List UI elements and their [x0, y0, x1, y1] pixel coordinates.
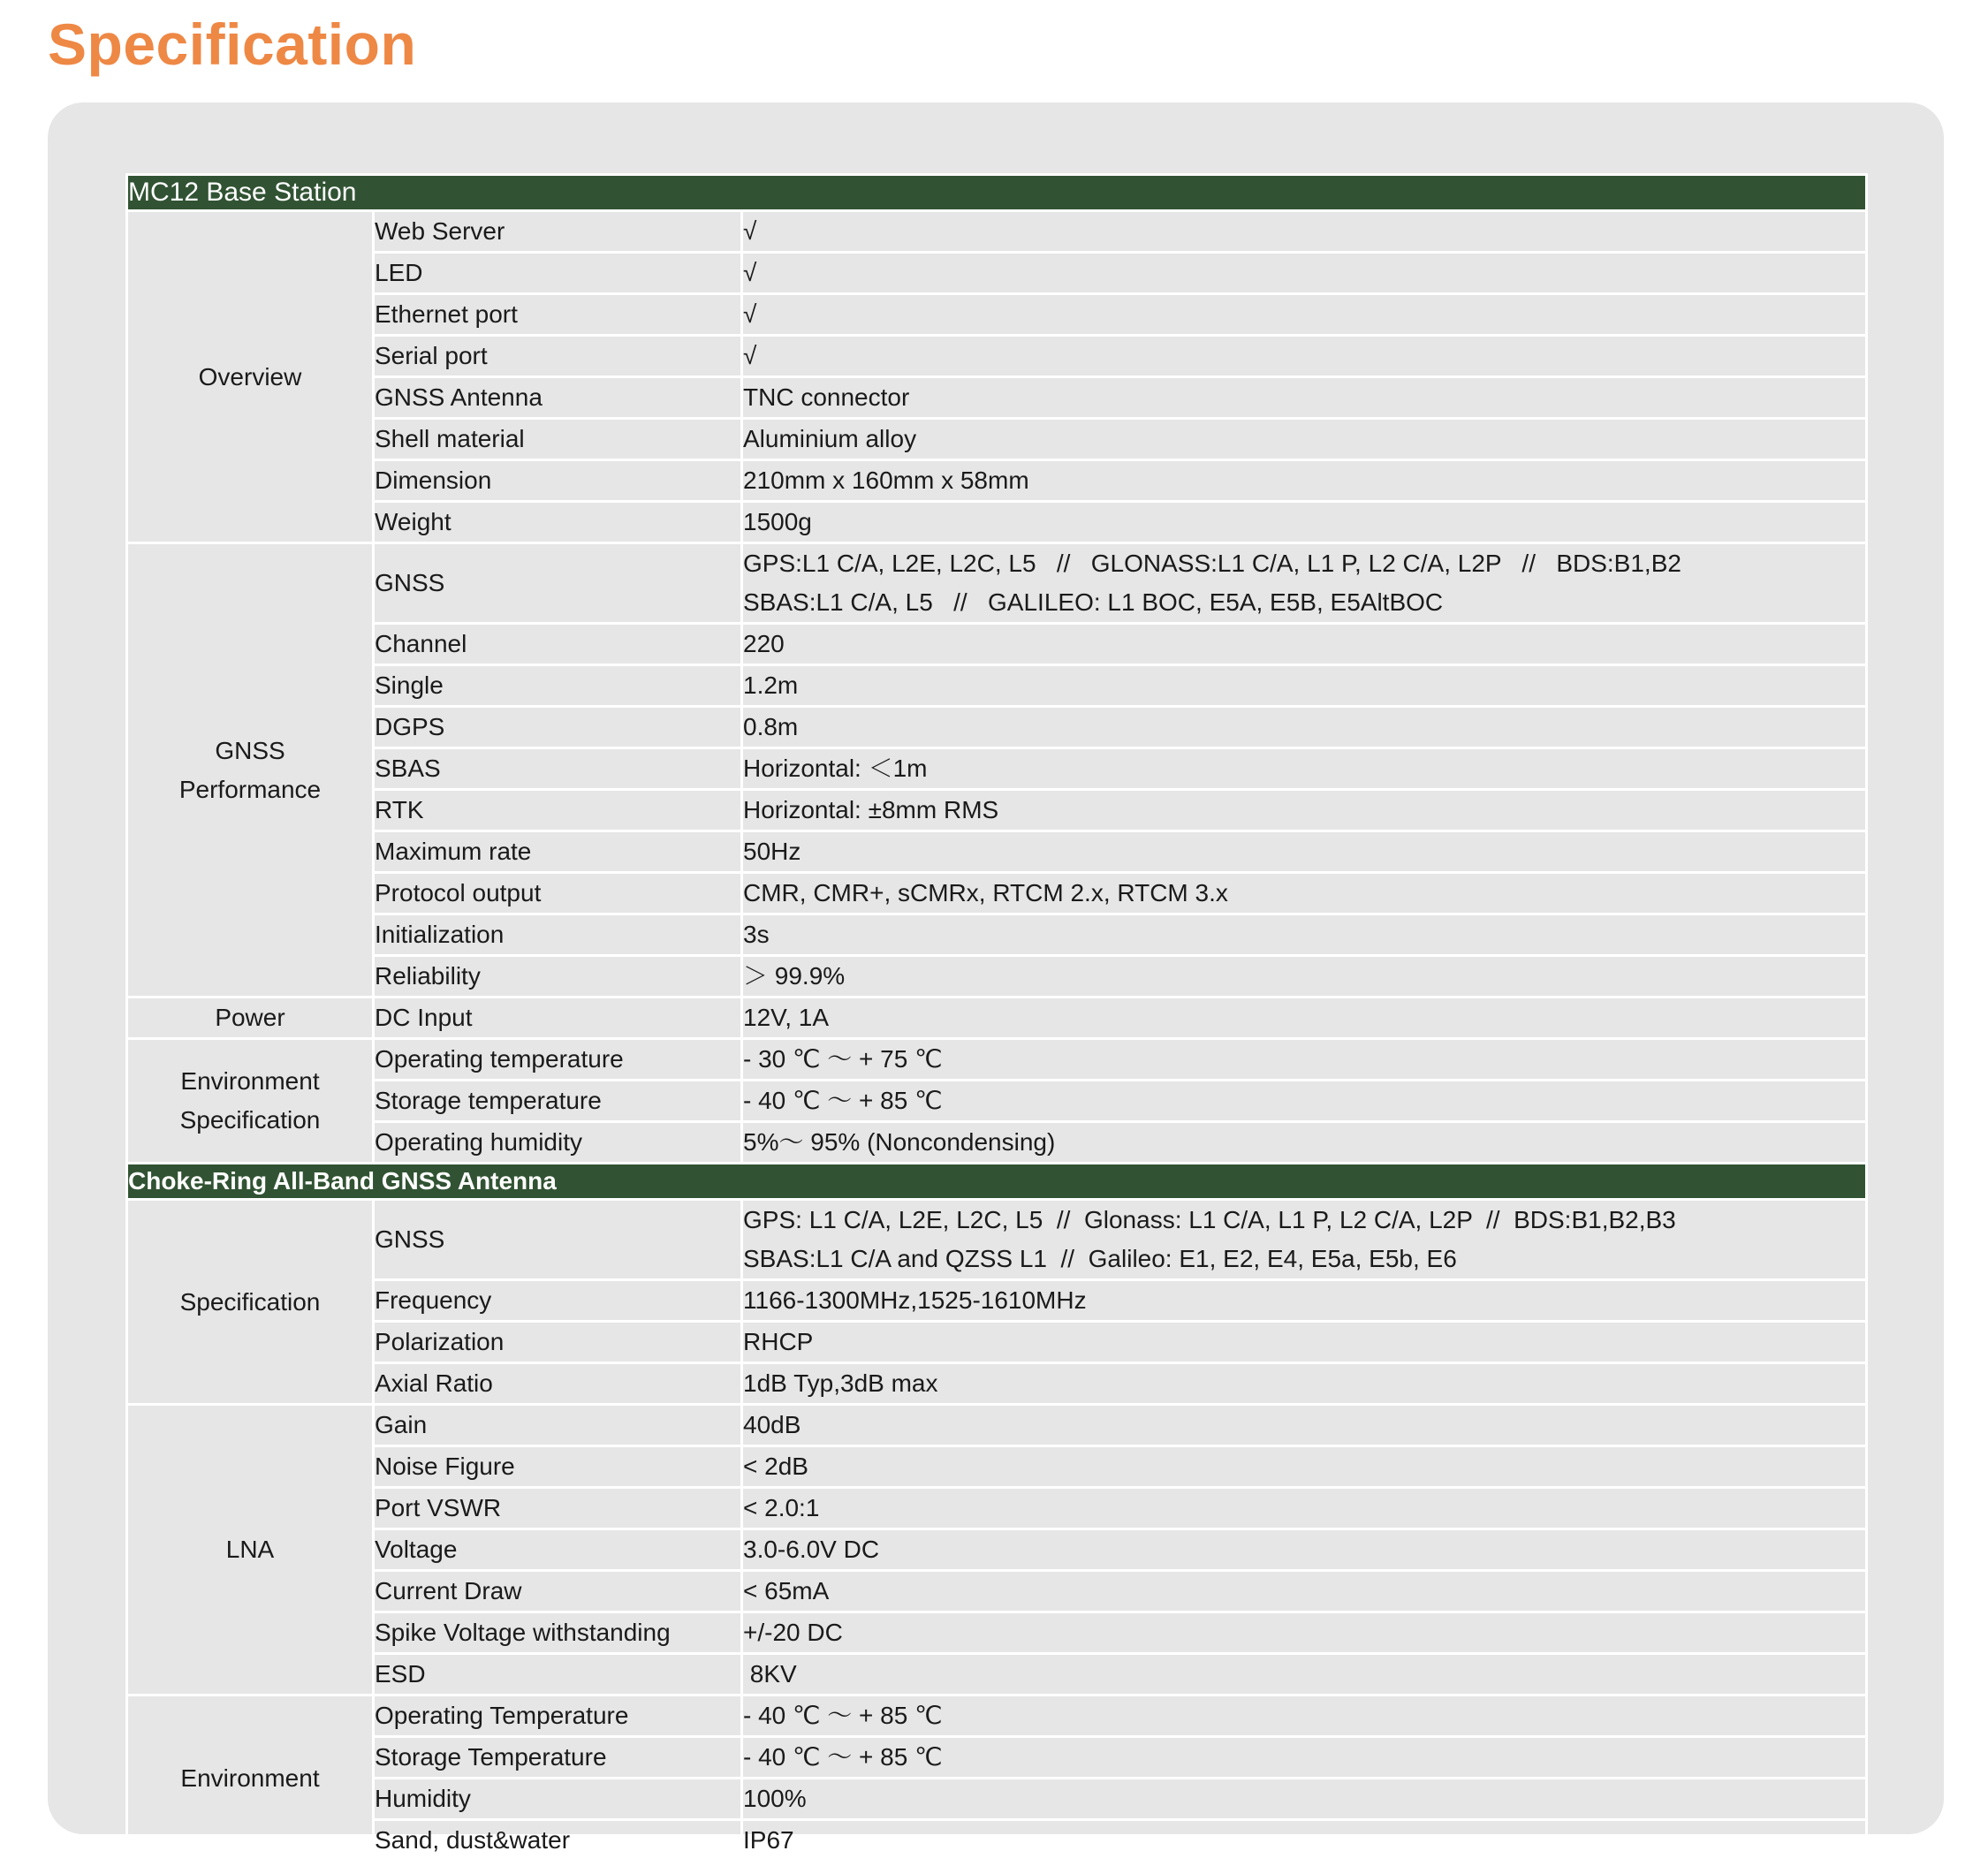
parameter-value: 1.2m	[743, 671, 799, 699]
spec-row	[127, 1737, 1867, 1779]
parameter-label: Sand, dust&water	[374, 1820, 742, 1862]
parameter-value-cell	[742, 294, 1867, 336]
spec-row	[127, 377, 1867, 419]
parameter-label: Operating temperature	[374, 1039, 742, 1081]
parameter-value-cell	[742, 336, 1867, 377]
parameter-value: CMR, CMR+, sCMRx, RTCM 2.x, RTCM 3.x	[743, 879, 1228, 906]
parameter-value-cell	[742, 790, 1867, 831]
spec-row	[127, 624, 1867, 665]
parameter-value-cell	[742, 1446, 1867, 1488]
parameter-label: Protocol output	[374, 873, 742, 914]
parameter-value-cell	[742, 748, 1867, 790]
spec-row	[127, 831, 1867, 873]
parameter-value-cell	[742, 665, 1867, 707]
spec-row	[127, 211, 1867, 253]
category-label: Environment	[180, 1764, 320, 1792]
spec-row	[127, 748, 1867, 790]
parameter-value: 1dB Typ,3dB max	[743, 1369, 938, 1397]
category-label: Performance	[178, 775, 322, 803]
category-label: GNSS	[215, 736, 285, 764]
spec-row	[127, 294, 1867, 336]
parameter-label: Noise Figure	[374, 1446, 742, 1488]
parameter-label: Maximum rate	[374, 831, 742, 873]
parameter-value: 3.0-6.0V DC	[743, 1536, 880, 1563]
parameter-value: 210mm x 160mm x 58mm	[743, 466, 1029, 494]
parameter-value-cell	[742, 253, 1867, 294]
category-label: LNA	[225, 1536, 275, 1563]
parameter-value: < 2dB	[743, 1453, 808, 1480]
parameter-label: DC Input	[374, 997, 742, 1039]
page-title: Specification	[48, 11, 417, 77]
parameter-value: 3s	[743, 921, 770, 948]
spec-row	[127, 543, 1867, 624]
spec-row	[127, 336, 1867, 377]
spec-row	[127, 1405, 1867, 1446]
parameter-value: √	[743, 259, 757, 286]
category-cell	[127, 211, 374, 543]
parameter-value: 0.8m	[743, 713, 799, 740]
parameter-label: Initialization	[374, 914, 742, 956]
parameter-value-cell	[742, 914, 1867, 956]
spec-row	[127, 997, 1867, 1039]
spec-row	[127, 790, 1867, 831]
spec-row	[127, 1695, 1867, 1737]
parameter-value: √	[743, 300, 757, 328]
parameter-value-cell	[742, 873, 1867, 914]
spec-row	[127, 419, 1867, 460]
parameter-label: Voltage	[374, 1529, 742, 1571]
parameter-value-cell	[742, 377, 1867, 419]
spec-row	[127, 914, 1867, 956]
parameter-value-cell	[742, 1200, 1867, 1280]
spec-panel	[48, 102, 1944, 1854]
parameter-label: Operating humidity	[374, 1122, 742, 1164]
parameter-value-cell	[742, 419, 1867, 460]
parameter-label: ESD	[374, 1654, 742, 1695]
parameter-value-cell	[742, 1039, 1867, 1081]
parameter-value: √	[743, 342, 757, 369]
parameter-value: 1166-1300MHz,1525-1610MHz	[743, 1286, 1087, 1314]
parameter-value: 1500g	[743, 508, 812, 535]
parameter-value: 12V, 1A	[743, 1004, 830, 1031]
parameter-value: GPS:L1 C/A, L2E, L2C, L5 // GLONASS:L1 C/A, L1 P, L2 C/A, L2P // BDS:B1,B2	[743, 550, 1681, 577]
parameter-value-cell	[742, 211, 1867, 253]
parameter-value: ＞ 99.9%	[743, 962, 846, 990]
spec-row	[127, 1612, 1867, 1654]
parameter-value-cell	[742, 707, 1867, 748]
parameter-value: 220	[743, 630, 785, 657]
spec-row	[127, 1446, 1867, 1488]
parameter-value: Aluminium alloy	[743, 425, 917, 452]
category-label: Power	[215, 1004, 285, 1031]
parameter-value-cell	[742, 956, 1867, 997]
parameter-value: +/-20 DC	[743, 1619, 843, 1646]
parameter-value: SBAS:L1 C/A, L5 // GALILEO: L1 BOC, E5A, E5B, E5AltBOC	[743, 588, 1444, 616]
parameter-value-cell	[742, 1612, 1867, 1654]
parameter-label: Polarization	[374, 1322, 742, 1363]
parameter-value-cell	[742, 1779, 1867, 1820]
parameter-label: LED	[374, 253, 742, 294]
parameter-value: 8KV	[743, 1660, 797, 1688]
spec-row	[127, 665, 1867, 707]
spec-row	[127, 1571, 1867, 1612]
parameter-label: Humidity	[374, 1779, 742, 1820]
parameter-label: Single	[374, 665, 742, 707]
parameter-value-cell	[742, 1081, 1867, 1122]
parameter-value: < 2.0:1	[743, 1494, 820, 1521]
parameter-value-cell	[742, 1654, 1867, 1695]
spec-row	[127, 1039, 1867, 1081]
parameter-value-cell	[742, 1737, 1867, 1779]
parameter-value: 100%	[743, 1785, 807, 1812]
spec-row	[127, 460, 1867, 502]
parameter-label: Gain	[374, 1405, 742, 1446]
parameter-value: RHCP	[743, 1328, 814, 1355]
parameter-value: 50Hz	[743, 838, 801, 865]
parameter-value-cell	[742, 831, 1867, 873]
parameter-value-cell	[742, 1363, 1867, 1405]
parameter-label: GNSS	[374, 543, 742, 624]
spec-row	[127, 1322, 1867, 1363]
category-cell	[127, 1405, 374, 1695]
parameter-value: < 65mA	[743, 1577, 830, 1604]
parameter-value-cell	[742, 1571, 1867, 1612]
parameter-label: Reliability	[374, 956, 742, 997]
parameter-label: Shell material	[374, 419, 742, 460]
category-cell	[127, 1039, 374, 1164]
parameter-label: GNSS	[374, 1200, 742, 1280]
parameter-label: DGPS	[374, 707, 742, 748]
parameter-label: GNSS Antenna	[374, 377, 742, 419]
spec-row	[127, 253, 1867, 294]
section-header-base-station	[127, 175, 1867, 211]
parameter-label: Frequency	[374, 1280, 742, 1322]
parameter-label: Storage Temperature	[374, 1737, 742, 1779]
parameter-label: SBAS	[374, 748, 742, 790]
parameter-value: SBAS:L1 C/A and QZSS L1 // Galileo: E1, E2, E4, E5a, E5b, E6	[743, 1245, 1457, 1272]
parameter-label: Weight	[374, 502, 742, 543]
category-cell	[127, 997, 374, 1039]
spec-row	[127, 502, 1867, 543]
parameter-value-cell	[742, 1488, 1867, 1529]
parameter-label: Serial port	[374, 336, 742, 377]
parameter-label: Axial Ratio	[374, 1363, 742, 1405]
category-label: Overview	[198, 362, 302, 391]
parameter-label: Current Draw	[374, 1571, 742, 1612]
spec-row	[127, 707, 1867, 748]
spec-row	[127, 1280, 1867, 1322]
parameter-value-cell	[742, 502, 1867, 543]
parameter-label: Storage temperature	[374, 1081, 742, 1122]
spec-row	[127, 1654, 1867, 1695]
spec-row	[127, 956, 1867, 997]
spec-row	[127, 1529, 1867, 1571]
category-label: Specification	[179, 1287, 321, 1316]
parameter-label: Ethernet port	[374, 294, 742, 336]
category-cell	[127, 543, 374, 997]
spec-row	[127, 1488, 1867, 1529]
parameter-value: TNC connector	[743, 383, 910, 411]
parameter-value-cell	[742, 1820, 1867, 1862]
parameter-value: - 40 ℃ ～ + 85 ℃	[743, 1702, 943, 1729]
spec-table	[125, 173, 1868, 1862]
parameter-value: Horizontal: ±8mm RMS	[743, 796, 999, 823]
parameter-value: - 40 ℃ ～ + 85 ℃	[743, 1743, 943, 1771]
parameter-label: Dimension	[374, 460, 742, 502]
parameter-value-cell	[742, 997, 1867, 1039]
parameter-label: Operating Temperature	[374, 1695, 742, 1737]
spec-row	[127, 1081, 1867, 1122]
section-title: MC12 Base Station	[127, 175, 1867, 211]
parameter-value: IP67	[743, 1826, 794, 1854]
parameter-label: Channel	[374, 624, 742, 665]
spec-row	[127, 1820, 1867, 1862]
spec-row	[127, 1363, 1867, 1405]
parameter-value-cell	[742, 1280, 1867, 1322]
parameter-value-cell	[742, 1529, 1867, 1571]
parameter-value-cell	[742, 543, 1867, 624]
spec-row	[127, 1779, 1867, 1820]
parameter-value-cell	[742, 624, 1867, 665]
parameter-label: Web Server	[374, 211, 742, 253]
category-label: Environment	[180, 1067, 320, 1095]
section-title: Choke-Ring All-Band GNSS Antenna	[127, 1164, 1867, 1200]
parameter-value: √	[743, 217, 757, 245]
section-header-antenna	[127, 1164, 1867, 1200]
parameter-value-cell	[742, 460, 1867, 502]
parameter-value-cell	[742, 1322, 1867, 1363]
parameter-value: - 30 ℃ ～ + 75 ℃	[743, 1045, 943, 1073]
parameter-value: GPS: L1 C/A, L2E, L2C, L5 // Glonass: L1 C/A, L1 P, L2 C/A, L2P // BDS:B1,B2,B3	[743, 1206, 1676, 1233]
category-cell	[127, 1695, 374, 1862]
category-label: Specification	[179, 1106, 321, 1134]
spec-row	[127, 873, 1867, 914]
parameter-label: RTK	[374, 790, 742, 831]
parameter-label: Spike Voltage withstanding	[374, 1612, 742, 1654]
category-cell	[127, 1200, 374, 1405]
parameter-value: 5%～ 95% (Noncondensing)	[743, 1128, 1056, 1156]
spec-row	[127, 1122, 1867, 1164]
parameter-value: - 40 ℃ ～ + 85 ℃	[743, 1087, 943, 1114]
parameter-label: Port VSWR	[374, 1488, 742, 1529]
parameter-value-cell	[742, 1695, 1867, 1737]
parameter-value-cell	[742, 1122, 1867, 1164]
spec-row	[127, 1200, 1867, 1280]
parameter-value: 40dB	[743, 1411, 801, 1438]
parameter-value-cell	[742, 1405, 1867, 1446]
parameter-value: Horizontal: ＜1m	[743, 755, 928, 782]
